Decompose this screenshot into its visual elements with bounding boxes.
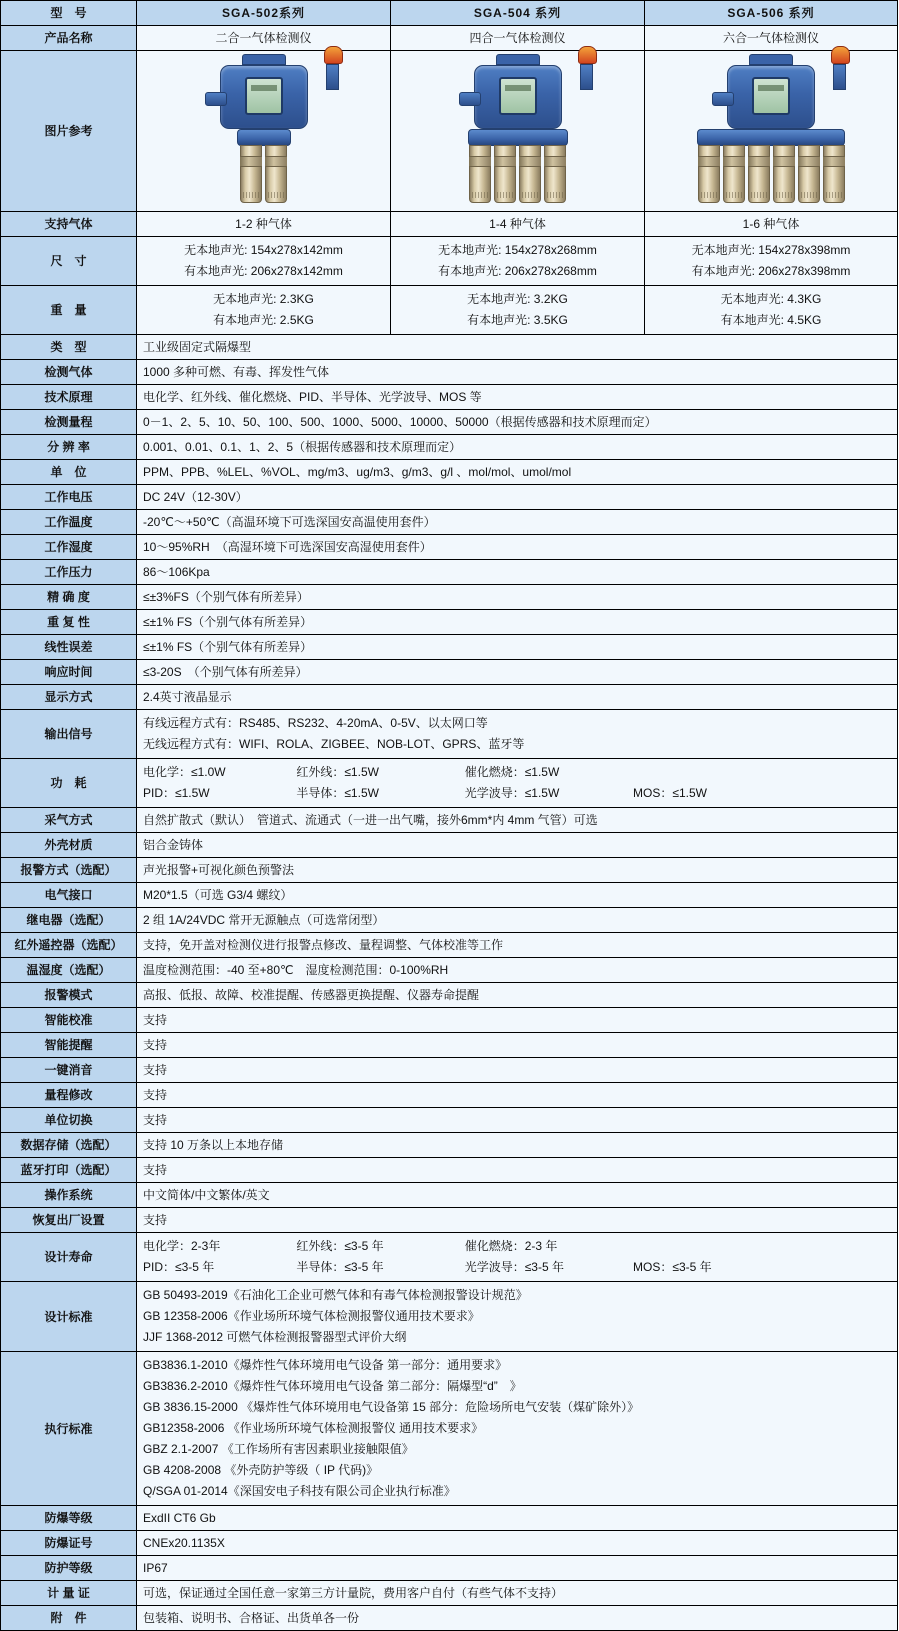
table-row-exec-standard (1, 1352, 898, 1506)
table-row-voltage (1, 485, 898, 510)
table-row-electrical (1, 883, 898, 908)
row-label-photo: 图片参考 (1, 51, 137, 212)
support-gas-3: 1-6 种气体 (645, 212, 898, 237)
size-3-line1: 无本地声光: 154x278x398mm (691, 243, 851, 257)
shell-value: 铝合金铸体 (137, 833, 898, 858)
lifespan-mos: MOS：≤3-5 年 (633, 1260, 712, 1274)
row-label-accessories: 附 件 (1, 1606, 137, 1631)
table-row-size (1, 237, 898, 286)
bt-print-opt-value: 支持 (137, 1158, 898, 1183)
row-label-accuracy: 精 确 度 (1, 585, 137, 610)
accessories-value: 包装箱、说明书、合格证、出货单各一份 (137, 1606, 898, 1631)
table-row-display (1, 685, 898, 710)
table-row-photo (1, 51, 898, 212)
table-row-alarm-mode-opt (1, 858, 898, 883)
table-row-design-standard (1, 1282, 898, 1352)
row-label-design-standard: 设计标准 (1, 1282, 137, 1352)
alarm-beacon-icon (324, 46, 341, 86)
row-label-unit-switch: 单位切换 (1, 1108, 137, 1133)
row-label-size: 尺 寸 (1, 237, 137, 286)
factory-reset-value: 支持 (137, 1208, 898, 1233)
weight-1 (137, 286, 391, 335)
product-photo-2 (391, 51, 645, 212)
linear-error-value: ≤±1% FS（个别气体有所差异） (137, 635, 898, 660)
row-label-unit: 单 位 (1, 460, 137, 485)
weight-3-line2: 有本地声光: 4.5KG (720, 313, 822, 327)
row-label-power: 功 耗 (1, 759, 137, 808)
table-row-unit-switch (1, 1108, 898, 1133)
size-2-line2: 有本地声光: 206x278x268mm (438, 264, 597, 278)
one-key-mute-value: 支持 (137, 1058, 898, 1083)
detector-screen (499, 77, 537, 115)
design-standard-line-3: JJF 1368-2012 可燃气体检测报警器型式评价大纲 (143, 1330, 407, 1344)
table-row-power (1, 759, 898, 808)
table-row-sampling (1, 808, 898, 833)
table-row-principle (1, 385, 898, 410)
weight-3 (645, 286, 898, 335)
lifespan-infrared: 红外线：≤3-5 年 (296, 1239, 384, 1253)
table-row-lifespan (1, 1233, 898, 1282)
table-row-work-humidity (1, 535, 898, 560)
alarm-mode-value: 高报、低报、故障、校准提醒、传感器更换提醒、仪器寿命提醒 (137, 983, 898, 1008)
size-1-line1: 无本地声光: 154x278x142mm (184, 243, 343, 257)
size-1-line2: 有本地声光: 206x278x142mm (184, 264, 343, 278)
table-row-response-time (1, 660, 898, 685)
model-column-3: SGA-506 系列 (645, 1, 898, 26)
range-modify-value: 支持 (137, 1083, 898, 1108)
row-label-smart-cal: 智能校准 (1, 1008, 137, 1033)
power-catalytic: 催化燃烧：≤1.5W (464, 765, 560, 779)
detector-top (749, 54, 793, 65)
weight-2-line2: 有本地声光: 3.5KG (467, 313, 568, 327)
output-line-wireless: 无线远程方式有：WIFI、ROLA、ZIGBEE、NOB-LOT、GPRS、蓝牙等 (143, 737, 525, 751)
row-label-one-key-mute: 一键消音 (1, 1058, 137, 1083)
lifespan-semiconductor: 半导体：≤3-5 年 (296, 1260, 384, 1274)
row-label-ex-grade: 防爆等级 (1, 1506, 137, 1531)
size-1 (137, 237, 391, 286)
row-label-ip-grade: 防护等级 (1, 1556, 137, 1581)
output-line-wired: 有线远程方式有：RS485、RS232、4-20mA、0-5V、以太网口等 (143, 716, 488, 730)
range-value: 0－1、2、5、10、50、100、500、1000、5000、10000、50000（根据传感器和技术原理而定） (137, 410, 898, 435)
power-line-1 (143, 762, 891, 783)
ex-cert-value: CNEx20.1135X (137, 1531, 898, 1556)
row-label-repeatability: 重 复 性 (1, 610, 137, 635)
output-value (137, 710, 898, 759)
table-row-type (1, 335, 898, 360)
table-row-ex-grade (1, 1506, 898, 1531)
voltage-value: DC 24V（12-30V） (137, 485, 898, 510)
product-name-1: 二合一气体检测仪 (137, 26, 391, 51)
sampling-value: 自然扩散式（默认） 管道式、流通式（一进一出气嘴，接外6mm*内 4mm 气管）可选 (137, 808, 898, 833)
weight-2-line1: 无本地声光: 3.2KG (467, 292, 568, 306)
principle-value: 电化学、红外线、催化燃烧、PID、半导体、光学波导、MOS 等 (137, 385, 898, 410)
table-row-temp-humi-opt (1, 958, 898, 983)
exec-standard-line-7: Q/SGA 01-2014《深国安电子科技有限公司企业执行标准》 (143, 1484, 456, 1498)
row-label-voltage: 工作电压 (1, 485, 137, 510)
detector-body (727, 65, 815, 129)
product-photo-1 (137, 51, 391, 212)
row-label-os: 操作系统 (1, 1183, 137, 1208)
row-label-metering-cert: 计 量 证 (1, 1581, 137, 1606)
product-name-2: 四合一气体检测仪 (391, 26, 645, 51)
lifespan-line-1 (143, 1236, 891, 1257)
table-row-product-name (1, 26, 898, 51)
weight-1-line1: 无本地声光: 2.3KG (213, 292, 314, 306)
table-row-work-temp (1, 510, 898, 535)
power-pid: PID：≤1.5W (143, 786, 210, 800)
power-optical: 光学波导：≤1.5W (464, 786, 560, 800)
table-row-remote (1, 933, 898, 958)
row-label-exec-standard: 执行标准 (1, 1352, 137, 1506)
os-value: 中文简体/中文繁体/英文 (137, 1183, 898, 1208)
table-row-repeatability (1, 610, 898, 635)
unit-value: PPM、PPB、%LEL、%VOL、mg/m3、ug/m3、g/m3、g/l 、mol/mol、umol/mol (137, 460, 898, 485)
table-row-storage-opt (1, 1133, 898, 1158)
row-label-shell: 外壳材质 (1, 833, 137, 858)
sensor-group (468, 145, 568, 203)
temp-humi-opt-value: 温度检测范围：-40 至+80℃ 湿度检测范围：0-100%RH (137, 958, 898, 983)
row-label-weight: 重 量 (1, 286, 137, 335)
support-gas-2: 1-4 种气体 (391, 212, 645, 237)
weight-1-line2: 有本地声光: 2.5KG (213, 313, 314, 327)
alarm-beacon-icon (831, 46, 848, 86)
detector-screen (752, 77, 790, 115)
table-row-range (1, 410, 898, 435)
display-value: 2.4英寸液晶显示 (137, 685, 898, 710)
table-row-weight (1, 286, 898, 335)
model-column-1: SGA-502系列 (137, 1, 391, 26)
exec-standard-line-1: GB3836.1-2010《爆炸性气体环境用电气设备 第一部分：通用要求》 (143, 1358, 508, 1372)
table-row-range-modify (1, 1083, 898, 1108)
table-row-accuracy (1, 585, 898, 610)
work-pressure-value: 86～106Kpa (137, 560, 898, 585)
work-humidity-value: 10～95%RH （高湿环境下可选深国安高湿使用套件） (137, 535, 898, 560)
accuracy-value: ≤±3%FS（个别气体有所差异） (137, 585, 898, 610)
detector-manifold (468, 129, 568, 146)
detector-arm (205, 92, 227, 106)
row-label-alarm-mode: 报警模式 (1, 983, 137, 1008)
design-standard-line-1: GB 50493-2019《石油化工企业可燃气体和有毒气体检测报警设计规范》 (143, 1288, 528, 1302)
row-label-product-name: 产品名称 (1, 26, 137, 51)
table-row-work-pressure (1, 560, 898, 585)
power-mos: MOS：≤1.5W (633, 786, 707, 800)
table-row-linear-error (1, 635, 898, 660)
repeatability-value: ≤±1% FS（个别气体有所差异） (137, 610, 898, 635)
row-label-linear-error: 线性误差 (1, 635, 137, 660)
weight-3-line1: 无本地声光: 4.3KG (720, 292, 822, 306)
metering-cert-value: 可选，保证通过全国任意一家第三方计量院，费用客户自付（有些气体不支持） (137, 1581, 898, 1606)
table-row-models (1, 1, 898, 26)
size-3 (645, 237, 898, 286)
detector-body (474, 65, 562, 129)
unit-switch-value: 支持 (137, 1108, 898, 1133)
table-row-smart-cal (1, 1008, 898, 1033)
detector-manifold (237, 129, 291, 146)
detector-body (220, 65, 308, 129)
product-name-3: 六合一气体检测仪 (645, 26, 898, 51)
power-semiconductor: 半导体：≤1.5W (296, 786, 379, 800)
table-row-ip-grade (1, 1556, 898, 1581)
remote-value: 支持，免开盖对检测仪进行报警点修改、量程调整、气体校准等工作 (137, 933, 898, 958)
table-row-alarm-mode (1, 983, 898, 1008)
table-row-bt-print-opt (1, 1158, 898, 1183)
row-label-work-pressure: 工作压力 (1, 560, 137, 585)
exec-standard-line-4: GB12358-2006 《作业场所环境气体检测报警仪 通用技术要求》 (143, 1421, 484, 1435)
lifespan-electrochemical: 电化学：2-3年 (143, 1239, 221, 1253)
detect-gas-value: 1000 多种可燃、有毒、挥发性气体 (137, 360, 898, 385)
size-2-line1: 无本地声光: 154x278x268mm (438, 243, 597, 257)
row-label-alarm-mode-opt: 报警方式（选配） (1, 858, 137, 883)
alarm-mode-opt-value: 声光报警+可视化颜色预警法 (137, 858, 898, 883)
row-label-smart-remind: 智能提醒 (1, 1033, 137, 1058)
design-standard-value (137, 1282, 898, 1352)
resolution-value: 0.001、0.01、0.1、1、2、5（根据传感器和技术原理而定） (137, 435, 898, 460)
product-photo-3 (645, 51, 898, 212)
row-label-relay: 继电器（选配） (1, 908, 137, 933)
detector-manifold (697, 129, 845, 146)
row-label-range: 检测量程 (1, 410, 137, 435)
row-label-storage-opt: 数据存储（选配） (1, 1133, 137, 1158)
lifespan-pid: PID：≤3-5 年 (143, 1260, 215, 1274)
detector-arm (459, 92, 481, 106)
exec-standard-line-2: GB3836.2-2010《爆炸性气体环境用电气设备 第二部分：隔爆型“d” 》 (143, 1379, 522, 1393)
exec-standard-line-3: GB 3836.15-2000 《爆炸性气体环境用电气设备第 15 部分：危险场所电气安装（煤矿除外）》 (143, 1400, 640, 1414)
table-row-support-gas (1, 212, 898, 237)
work-temp-value: -20℃～+50℃（高温环境下可选深国安高温使用套件） (137, 510, 898, 535)
lifespan-value (137, 1233, 898, 1282)
ex-grade-value: ExdII CT6 Gb (137, 1506, 898, 1531)
detector-image-6in1 (697, 54, 845, 202)
row-label-sampling: 采气方式 (1, 808, 137, 833)
row-label-temp-humi-opt: 温湿度（选配） (1, 958, 137, 983)
row-label-factory-reset: 恢复出厂设置 (1, 1208, 137, 1233)
size-3-line2: 有本地声光: 206x278x398mm (691, 264, 851, 278)
type-value: 工业级固定式隔爆型 (137, 335, 898, 360)
detector-screen (245, 77, 283, 115)
detector-image-4in1 (468, 54, 568, 202)
table-row-relay (1, 908, 898, 933)
lifespan-catalytic: 催化燃烧：2-3 年 (464, 1239, 558, 1253)
sensor-group (220, 145, 308, 203)
table-row-ex-cert (1, 1531, 898, 1556)
smart-cal-value: 支持 (137, 1008, 898, 1033)
row-label-support-gas: 支持气体 (1, 212, 137, 237)
row-label-output: 输出信号 (1, 710, 137, 759)
row-label-principle: 技术原理 (1, 385, 137, 410)
row-label-model: 型 号 (1, 1, 137, 26)
detector-arm (712, 92, 734, 106)
table-row-accessories (1, 1606, 898, 1631)
row-label-work-temp: 工作温度 (1, 510, 137, 535)
row-label-lifespan: 设计寿命 (1, 1233, 137, 1282)
row-label-detect-gas: 检测气体 (1, 360, 137, 385)
row-label-ex-cert: 防爆证号 (1, 1531, 137, 1556)
sensor-group (697, 145, 845, 203)
table-row-unit (1, 460, 898, 485)
power-value (137, 759, 898, 808)
lifespan-line-2 (143, 1257, 891, 1278)
exec-standard-line-6: GB 4208-2008 《外壳防护等级（ IP 代码)》 (143, 1463, 379, 1477)
row-label-display: 显示方式 (1, 685, 137, 710)
response-time-value: ≤3-20S （个别气体有所差异） (137, 660, 898, 685)
table-row-output (1, 710, 898, 759)
table-row-metering-cert (1, 1581, 898, 1606)
row-label-bt-print-opt: 蓝牙打印（选配） (1, 1158, 137, 1183)
model-column-2: SGA-504 系列 (391, 1, 645, 26)
row-label-electrical: 电气接口 (1, 883, 137, 908)
row-label-work-humidity: 工作湿度 (1, 535, 137, 560)
power-infrared: 红外线：≤1.5W (296, 765, 379, 779)
table-row-one-key-mute (1, 1058, 898, 1083)
detector-top (496, 54, 540, 65)
table-row-os (1, 1183, 898, 1208)
smart-remind-value: 支持 (137, 1033, 898, 1058)
detector-top (242, 54, 286, 65)
table-row-shell (1, 833, 898, 858)
power-line-2 (143, 783, 891, 804)
row-label-range-modify: 量程修改 (1, 1083, 137, 1108)
exec-standard-line-5: GBZ 2.1-2007 《工作场所有害因素职业接触限值》 (143, 1442, 414, 1456)
table-row-detect-gas (1, 360, 898, 385)
design-standard-line-2: GB 12358-2006《作业场所环境气体检测报警仪通用技术要求》 (143, 1309, 480, 1323)
alarm-beacon-icon (578, 46, 595, 86)
weight-2 (391, 286, 645, 335)
row-label-resolution: 分 辨 率 (1, 435, 137, 460)
storage-opt-value: 支持 10 万条以上本地存储 (137, 1133, 898, 1158)
relay-value: 2 组 1A/24VDC 常开无源触点（可选常闭型） (137, 908, 898, 933)
power-electrochemical: 电化学：≤1.0W (143, 765, 226, 779)
ip-grade-value: IP67 (137, 1556, 898, 1581)
electrical-value: M20*1.5（可选 G3/4 螺纹） (137, 883, 898, 908)
lifespan-optical: 光学波导：≤3-5 年 (464, 1260, 564, 1274)
exec-standard-value (137, 1352, 898, 1506)
row-label-response-time: 响应时间 (1, 660, 137, 685)
table-row-resolution (1, 435, 898, 460)
support-gas-1: 1-2 种气体 (137, 212, 391, 237)
size-2 (391, 237, 645, 286)
table-row-factory-reset (1, 1208, 898, 1233)
row-label-remote: 红外遥控器（选配） (1, 933, 137, 958)
detector-image-2in1 (220, 54, 308, 202)
row-label-type: 类 型 (1, 335, 137, 360)
table-row-smart-remind (1, 1033, 898, 1058)
